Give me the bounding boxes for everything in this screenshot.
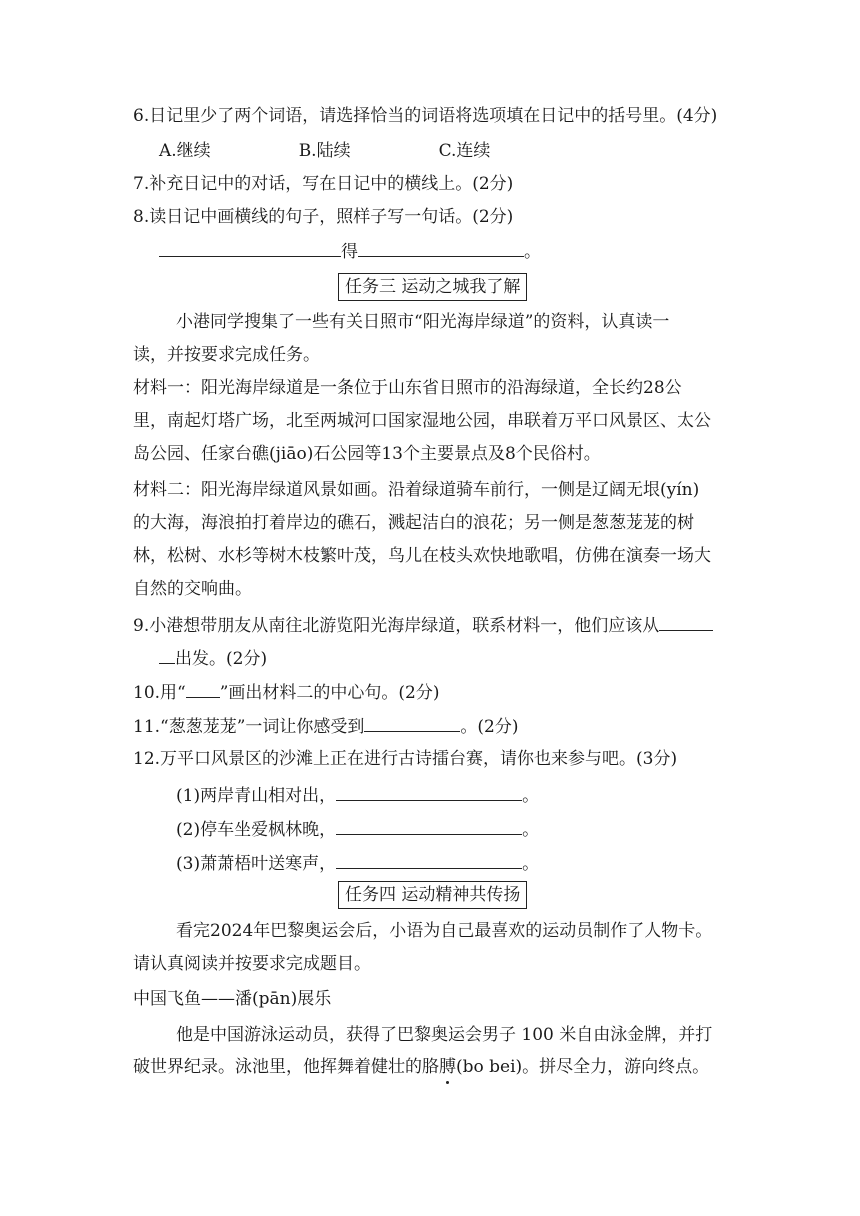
task4-title: 任务四 运动精神共传扬 [345,885,521,905]
material2-text: 的大海，海浪拍打着岸边的礁石，溅起洁白的浪花；另一侧是葱葱茏茏的树 [133,513,694,533]
task4-intro-text: 请认真阅读并按要求完成题目。 [133,954,371,974]
task3-title-box [338,273,527,301]
task3-intro-line1 [176,310,669,334]
card-paragraph-text: (bo bei)。拼尽全力，游向终点。 [456,1057,710,1077]
task4-intro-line2 [133,952,371,976]
answer-blank[interactable] [364,713,460,732]
poem-line: (2)停车坐爱枫林晚， [176,820,337,840]
task3-intro-text: 读，并按要求完成任务。 [133,345,320,365]
poem-end: 。 [522,854,540,874]
material2-line1 [133,478,699,502]
poem-end: 。 [522,786,540,806]
q8-mid-char: 得 [341,242,358,262]
poem-line: (3)萧萧梧叶送寒声， [176,854,337,874]
answer-blank[interactable] [159,238,341,257]
question-9-text: 9.小港想带朋友从南往北游览阳光海岸绿道，联系材料一，他们应该从 [133,616,660,636]
underline-sample [186,679,220,698]
poem-item-1 [176,782,539,808]
answer-blank[interactable] [336,782,522,801]
question-6 [133,104,717,128]
question-11-text: 11.“葱葱茏茏”一词让你感受到 [133,717,365,737]
material1-line3 [133,442,601,466]
answer-blank[interactable] [358,238,524,257]
question-6-text: 6.日记里少了两个词语，请选择恰当的词语将选项填在日记中的括号里。(4分) [133,106,718,126]
poem-end: 。 [522,820,540,840]
poem-item-3 [176,850,539,876]
answer-blank[interactable] [159,645,175,664]
material2-line3 [133,544,711,568]
poem-line: (1)两岸青山相对出， [176,786,337,806]
question-10 [133,679,440,705]
card-paragraph-text: 他是中国游泳运动员，获得了巴黎奥运会男子 100 米自由泳金牌，并打 [176,1025,713,1045]
card-paragraph-line2 [133,1055,709,1079]
material2-text: 林，松树、水杉等树木枝繁叶茂，鸟儿在枝头欢快地歌唱，仿佛在演奏一场大 [133,546,711,566]
option-c: C.连续 [438,141,491,161]
card-title-text: 中国飞鱼——潘(pān)展乐 [133,989,332,1009]
task4-title-box [338,881,527,909]
question-9-text: 出发。(2分) [175,649,268,669]
option-a: A.继续 [159,141,211,161]
question-8-text: 8.读日记中画横线的句子，照样子写一句话。(2分) [133,207,514,227]
material1-text: 里，南起灯塔广场，北至两城河口国家湿地公园，串联着万平口风景区、太公 [133,411,711,431]
question-7-text: 7.补充日记中的对话，写在日记中的横线上。(2分) [133,174,514,194]
question-8 [133,205,513,229]
answer-blank[interactable] [659,612,713,631]
material2-text: 自然的交响曲。 [133,579,252,599]
question-9-line1 [133,612,713,638]
material1-text: 岛公园、任家台礁(jiāo)石公园等13个主要景点及8个民俗村。 [133,444,601,464]
answer-blank[interactable] [336,850,522,869]
poem-item-2 [176,816,539,842]
task3-intro-line2 [133,343,320,367]
task3-title: 任务三 运动之城我了解 [345,277,521,297]
question-10-text: ”画出材料二的中心句。(2分) [219,683,440,703]
task3-intro-text: 小港同学搜集了一些有关日照市“阳光海岸绿道”的资料，认真读一 [176,312,670,332]
material1-line2 [133,409,711,433]
emphasis-dot-char: 膊 [439,1057,456,1077]
question-12-text: 12.万平口风景区的沙滩上正在进行古诗擂台赛，请你也来参与吧。(3分) [133,749,678,769]
material2-line4 [133,577,252,601]
card-paragraph-text: 破世界纪录。泳池里，他挥舞着健壮的胳 [133,1057,439,1077]
question-11-text: 。(2分) [460,717,519,737]
material1-text: 材料一：阳光海岸绿道是一条位于山东省日照市的沿海绿道，全长约28公 [133,378,682,398]
material2-line2 [133,511,694,535]
task4-intro-line1 [176,919,712,943]
question-10-text: 10.用“ [133,683,186,703]
material2-text: 材料二：阳光海岸绿道风景如画。沿着绿道骑车前行，一侧是辽阔无垠(yín) [133,480,700,500]
option-b: B.陆续 [298,141,351,161]
answer-blank[interactable] [336,816,522,835]
question-9-line2 [159,645,267,671]
question-8-answer-line [159,238,541,264]
question-6-options [159,139,490,163]
q8-end: 。 [524,242,541,262]
card-paragraph-line1 [176,1023,712,1047]
question-7 [133,172,513,196]
question-12 [133,747,677,771]
material1-line1 [133,376,682,400]
task4-intro-text: 看完2024年巴黎奥运会后，小语为自己最喜欢的运动员制作了人物卡。 [176,921,713,941]
question-11 [133,713,519,739]
card-title [133,987,331,1011]
